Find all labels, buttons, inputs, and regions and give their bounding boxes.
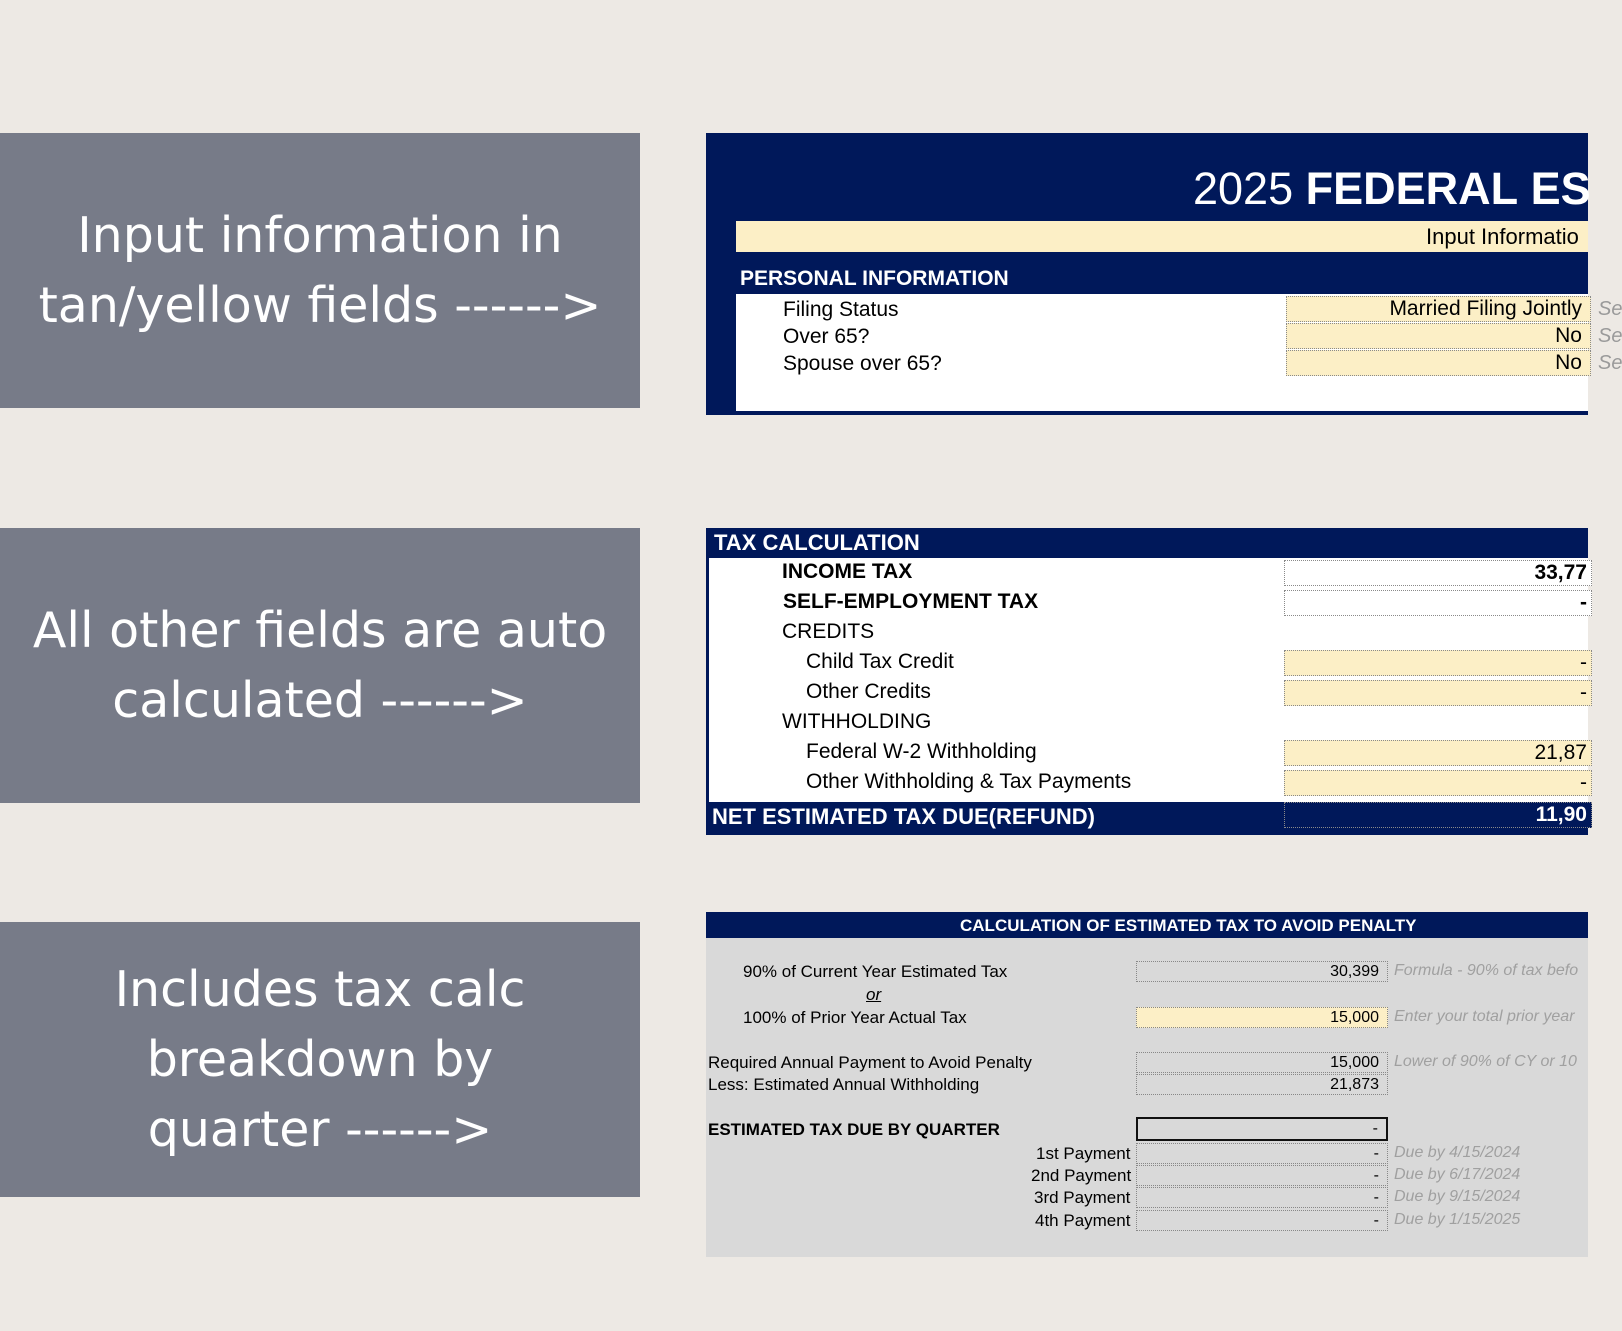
self-employment-tax-value: - [1284,590,1592,616]
payment-1-value: - [1136,1143,1388,1164]
net-tax-value: 11,90 [1284,802,1592,828]
other-credits-label: Other Credits [806,680,931,703]
payment-2-label: 2nd Payment [1031,1166,1132,1185]
filing-status-field[interactable]: Married Filing Jointly [1286,296,1591,322]
prior-year-field[interactable]: 15,000 [1136,1007,1388,1028]
payment-1-due: Due by 4/15/2024 [1394,1144,1521,1161]
payment-4-value: - [1136,1210,1388,1231]
prior-year-label: 100% of Prior Year Actual Tax [743,1008,967,1027]
personal-info-panel [706,133,1622,415]
payment-1-label: 1st Payment [1036,1144,1131,1163]
income-tax-value: 33,77 [1284,560,1592,586]
spouse-over-65-note: Se [1598,352,1622,374]
tax-calculation-body [709,558,1588,802]
payment-3-value: - [1136,1187,1388,1208]
credits-label: CREDITS [782,620,875,643]
estimated-tax-panel [706,912,1588,1257]
payment-4-due: Due by 1/15/2025 [1394,1211,1521,1228]
payment-3-due: Due by 9/15/2024 [1394,1188,1521,1205]
other-withholding-label: Other Withholding & Tax Payments [806,770,1132,793]
quarter-total-value: - [1136,1117,1388,1141]
personal-info-body [736,294,1622,411]
less-withholding-value: 21,873 [1136,1074,1388,1095]
over-65-field[interactable]: No [1286,323,1591,349]
required-payment-value: 15,000 [1136,1052,1388,1073]
sheet-title: 2025 FEDERAL ES [1193,163,1591,214]
less-withholding-label: Less: Estimated Annual Withholding [708,1075,980,1094]
filing-status-label: Filing Status [783,298,899,321]
required-payment-note: Lower of 90% of CY or 10 [1394,1053,1577,1070]
callout-quarter-breakdown: Includes tax calc breakdown by quarter ------> [0,922,640,1197]
income-tax-label: INCOME TAX [782,560,913,583]
payment-4-label: 4th Payment [1035,1211,1131,1230]
prior-year-note: Enter your total prior year [1394,1008,1575,1025]
child-tax-credit-label: Child Tax Credit [806,650,954,673]
self-employment-tax-label: SELF-EMPLOYMENT TAX [783,590,1039,613]
input-info-banner: Input Informatio [736,221,1588,252]
estimated-tax-heading: CALCULATION OF ESTIMATED TAX TO AVOID PENALTY [706,912,1588,938]
tax-calculation-heading: TAX CALCULATION [714,530,920,555]
over-65-note: Se [1598,325,1622,347]
required-payment-label: Required Annual Payment to Avoid Penalty [708,1053,1032,1072]
current-year-value: 30,399 [1136,961,1388,982]
child-tax-credit-field[interactable]: - [1284,650,1592,676]
net-tax-label: NET ESTIMATED TAX DUE(REFUND) [712,804,1095,829]
w2-withholding-label: Federal W-2 Withholding [806,740,1037,763]
net-tax-row [706,800,1588,833]
other-credits-field[interactable]: - [1284,680,1592,706]
filing-status-note: Se [1598,298,1622,320]
current-year-note: Formula - 90% of tax befo [1394,962,1579,979]
over-65-label: Over 65? [783,325,870,348]
callout-input-info: Input information in tan/yellow fields ------> [0,133,640,408]
payment-2-value: - [1136,1165,1388,1186]
quarter-header-label: ESTIMATED TAX DUE BY QUARTER [708,1120,1000,1139]
payment-2-due: Due by 6/17/2024 [1394,1166,1521,1183]
spouse-over-65-field[interactable]: No [1286,350,1591,376]
withholding-label: WITHHOLDING [782,710,932,733]
spouse-over-65-label: Spouse over 65? [783,352,942,375]
payment-3-label: 3rd Payment [1034,1188,1131,1207]
tax-calculation-panel [706,528,1588,835]
w2-withholding-field[interactable]: 21,87 [1284,740,1592,766]
current-year-label: 90% of Current Year Estimated Tax [743,962,1008,981]
other-withholding-field[interactable]: - [1284,770,1592,796]
callout-auto-calculated: All other fields are auto calculated ------> [0,528,640,803]
personal-info-heading: PERSONAL INFORMATION [740,267,1009,290]
or-label: or [866,985,882,1004]
